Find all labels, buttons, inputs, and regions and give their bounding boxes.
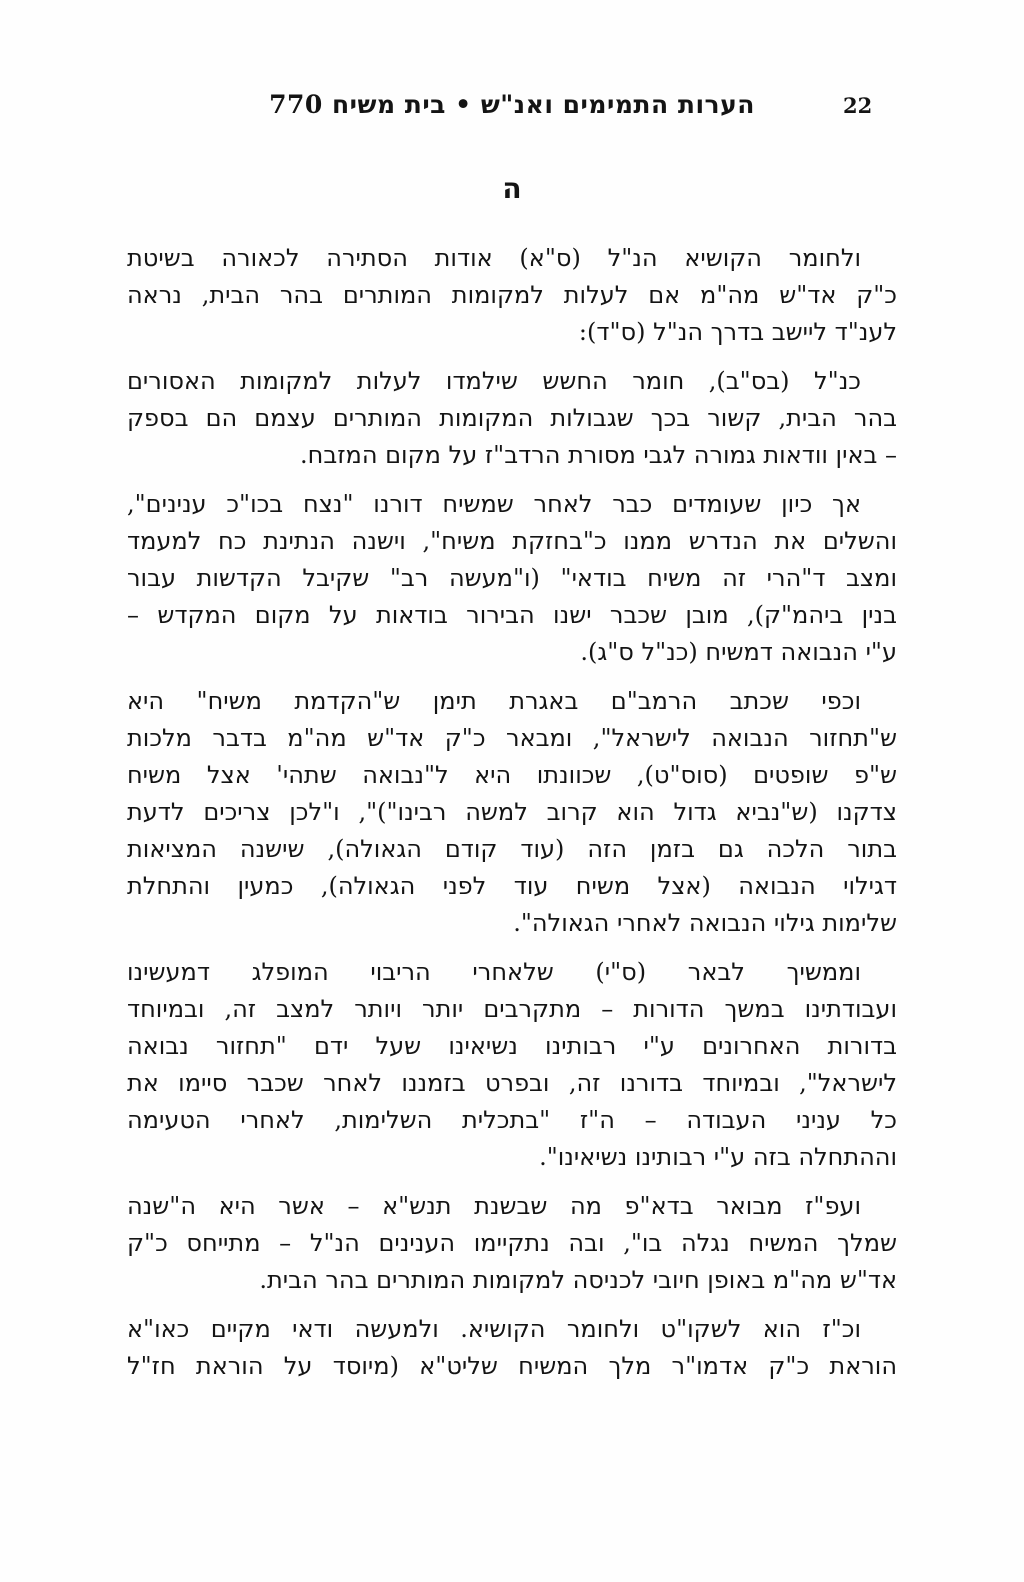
text-line: וכפי שכתב הרמב"ם באגרת תימן ש"הקדמת משיח" היא	[127, 687, 861, 715]
text-line: וכ"ז הוא לשקו"ט ולחומר הקושיא. ולמעשה ודאי מקיים כאו"א	[127, 1315, 861, 1343]
text-line: דגילוי הנבואה (אצל משיח עוד לפני הגאולה), כמעין והתחלת	[127, 872, 897, 900]
paragraph	[127, 363, 897, 474]
paragraph	[127, 486, 897, 671]
text-line: ומצב ד"הרי זה משיח בודאי" (ו"מעשה רב" שקיבל הקדשות עבור	[127, 564, 897, 592]
text-line: כ"ק אד"ש מה"מ אם לעלות למקומות המותרים בהר הבית, נראה	[127, 281, 897, 309]
paragraph	[127, 954, 897, 1176]
text-line: ש"פ שופטים (סוס"ט), שכוונתו היא ל"נבואה שתהי' אצל משיח	[127, 761, 897, 789]
text-line: ועפ"ז מבואר בדא"פ מה שבשנת תנש"א – אשר היא ה"שנה	[127, 1192, 861, 1220]
text-line: והשלים את הנדרש ממנו כ"בחזקת משיח", וישנה הנתינת כח למעמד	[127, 527, 897, 555]
text-line: ע"י הנבואה דמשיח (כנ"ל ס"ג).	[580, 638, 897, 666]
text-line: שלימות גילוי הנבואה לאחרי הגאולה".	[513, 909, 897, 937]
text-line: ש"תחזור הנבואה לישראל", ומבאר כ"ק אד"ש מה"מ בדבר מלכות	[127, 724, 897, 752]
paragraph	[127, 1311, 897, 1385]
text-line: ועבודתינו במשך הדורות – מתקרבים יותר ויותר למצב זה, ובמיוחד	[127, 995, 897, 1023]
text-line: כנ"ל (בס"ב), חומר החשש שילמדו לעלות למקומות האסורים	[127, 367, 861, 395]
text-line: הוראת כ"ק אדמו"ר מלך המשיח שליט"א (מיוסד על הוראת חז"ל	[127, 1352, 897, 1380]
text-line: בדורות האחרונים ע"י רבותינו נשיאינו שעל ידם "תחזור נבואה	[127, 1032, 897, 1060]
page-number: 22	[843, 93, 873, 118]
running-header	[0, 90, 1024, 126]
section-heading: ה	[502, 172, 522, 205]
text-line: שמלך המשיח נגלה בו", ובה נתקיימו הענינים הנ"ל – מתייחס כ"ק	[127, 1229, 897, 1257]
text-line: בתור הלכה גם בזמן הזה (עוד קודם הגאולה), שישנה המציאות	[127, 835, 897, 863]
text-line: בהר הבית, קשור בכך שגבולות המקומות המותרים עצמם הם בספק	[127, 404, 897, 432]
body-text	[127, 240, 897, 1385]
paragraph	[127, 1188, 897, 1299]
text-line: לישראל", ובמיוחד בדורנו זה, ובפרט בזמננו לאחר שכבר סיימו את	[127, 1069, 897, 1097]
text-line: בנין ביהמ"ק), מובן שכבר ישנו הבירור בודאות על מקום המקדש –	[127, 601, 897, 629]
text-line: וההתחלה בזה ע"י רבותינו נשיאינו".	[539, 1143, 897, 1171]
text-line: אך כיון שעומדים כבר לאחר שמשיח דורנו "נצח בכו"כ ענינים",	[127, 490, 861, 518]
text-line: – באין וודאות גמורה לגבי מסורת הרדב"ז על מקום המזבח.	[300, 441, 897, 469]
text-line: לענ"ד ליישב בדרך הנ"ל (ס"ד):	[578, 318, 897, 346]
header-title: הערות התמימים ואנ"ש • בית משיח 770	[269, 90, 755, 119]
paragraph	[127, 683, 897, 942]
text-line: וממשיך לבאר (ס"י) שלאחרי הריבוי המופלג דמעשינו	[127, 958, 861, 986]
paragraph	[127, 240, 897, 351]
text-line: אד"ש מה"מ באופן חיובי לכניסה למקומות המותרים בהר הבית.	[259, 1266, 897, 1294]
text-line: צדקנו (ש"נביא גדול הוא קרוב למשה רבינו")", ו"לכן צריכים לדעת	[127, 798, 897, 826]
text-line: כל עניני העבודה – ה"ז "בתכלית השלימות, לאחרי הטעימה	[127, 1106, 897, 1134]
text-line: ולחומר הקושיא הנ"ל (ס"א) אודות הסתירה לכאורה בשיטת	[127, 244, 861, 272]
